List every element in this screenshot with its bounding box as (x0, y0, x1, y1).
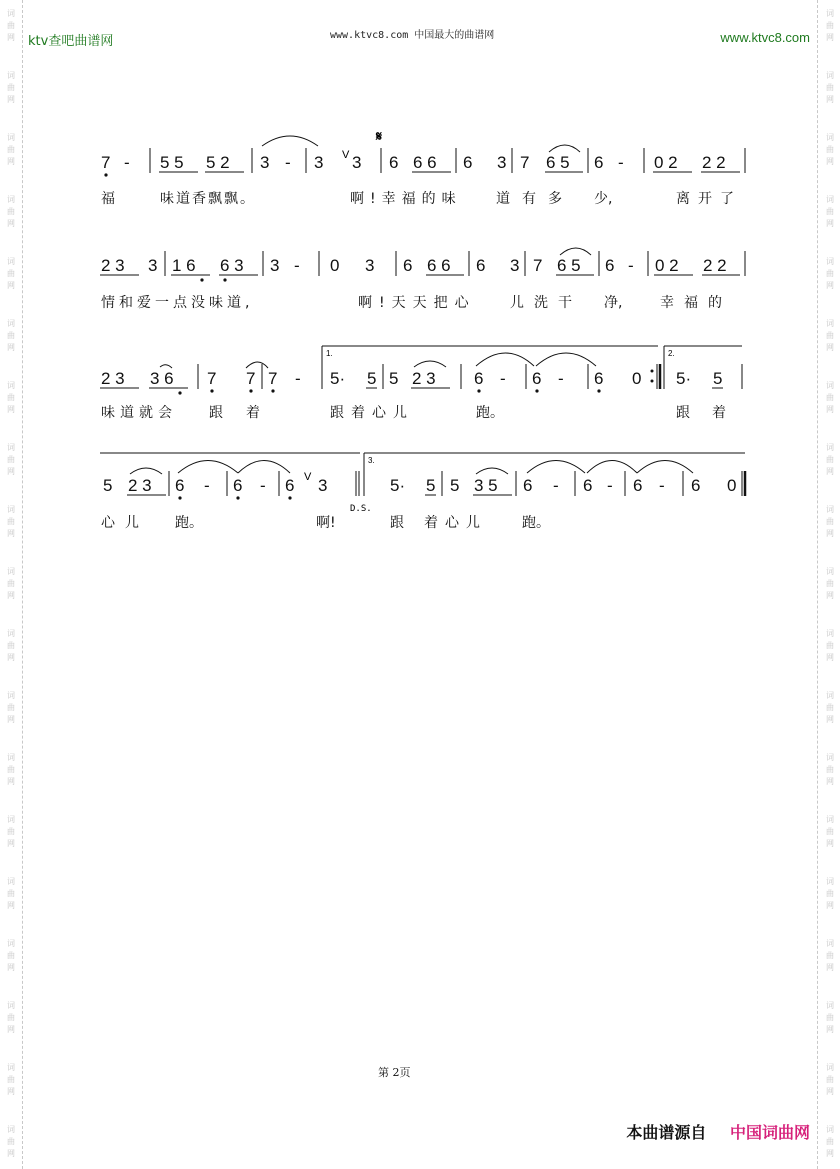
watermark-text: 词 曲 网 (826, 443, 834, 476)
lyric-phrase: 道有多 (496, 191, 574, 207)
lyric-syllable: 福 (101, 191, 115, 207)
watermark-text: 词 曲 网 (826, 877, 834, 910)
dash: - (628, 256, 634, 275)
lyric-phrase: 离开了 (676, 191, 742, 207)
watermark-text: 词 曲 网 (826, 629, 834, 662)
note: 2 3 (412, 369, 436, 388)
note: 5· (330, 369, 346, 388)
tie (637, 461, 693, 474)
dash: - (553, 476, 559, 495)
note: 6 (691, 476, 701, 495)
note: 0 (632, 369, 642, 388)
watermark-text: 词 曲 网 (826, 1125, 834, 1158)
watermark-text: 词 曲 网 (826, 815, 834, 848)
lyric-phrase: 味道香飘飘。 (160, 191, 256, 207)
low-octave-dot (223, 278, 226, 281)
watermark-text: 词 曲 网 (7, 939, 15, 972)
watermark-text: 词 曲 网 (7, 319, 15, 352)
watermark-text: 词 曲 网 (7, 9, 15, 42)
slur (560, 248, 591, 255)
slur (130, 468, 162, 474)
watermark-text: 词 曲 网 (7, 71, 15, 104)
note: 7 (268, 369, 278, 388)
note: 6 (594, 369, 604, 388)
tie (527, 461, 585, 474)
watermark-text: 词 曲 网 (7, 443, 15, 476)
watermark-text: 词 曲 网 (826, 753, 834, 786)
lyric-phrase: 情和爱一点没味道, (101, 295, 254, 311)
note: 1 6 (172, 256, 196, 275)
dash: - (285, 153, 291, 172)
watermark-text: 词 曲 网 (7, 567, 15, 600)
slur (414, 361, 446, 367)
watermark-text: 词 曲 网 (7, 1125, 15, 1158)
low-octave-dot (236, 496, 239, 499)
dash: - (607, 476, 613, 495)
low-octave-dot (597, 389, 600, 392)
note: 6 (605, 256, 615, 275)
header-site-url[interactable]: www.ktvc8.com (720, 30, 810, 45)
footer-source-label: 本曲谱源自 (626, 1123, 707, 1142)
lyric-syllable: 跟 (676, 405, 690, 421)
dash: - (659, 476, 665, 495)
watermark-text: 词 曲 网 (7, 1001, 15, 1034)
low-octave-dot (104, 173, 107, 176)
dash: - (124, 153, 130, 172)
lyric-phrase: 啊! (316, 515, 336, 531)
watermark-text: 词 曲 网 (826, 691, 834, 724)
note: 6 (633, 476, 643, 495)
note: 3 (314, 153, 324, 172)
lyric-phrase: 跑。 (476, 405, 504, 421)
note: 6 (233, 476, 243, 495)
low-octave-dot (477, 389, 480, 392)
volta-label-3: 3. (368, 456, 375, 465)
note: 3 (318, 476, 328, 495)
dash: - (295, 369, 301, 388)
note: 6 (532, 369, 542, 388)
repeat-dot (651, 380, 654, 383)
watermark-text: 词 曲 网 (7, 133, 15, 166)
note: 6 6 (413, 153, 437, 172)
note: 0 2 (655, 256, 679, 275)
watermark-text: 词 曲 网 (7, 195, 15, 228)
lyric-phrase: 跑。 (522, 515, 550, 531)
low-octave-dot (200, 278, 203, 281)
watermark-text: 词 曲 网 (826, 71, 834, 104)
low-octave-dot (210, 389, 213, 392)
note: 7 (101, 153, 111, 172)
note: 5 (367, 369, 377, 388)
segno-icon: 𝄋 (376, 129, 383, 145)
page-number: 第 2页 (378, 1066, 411, 1079)
breath-mark: V (304, 471, 312, 483)
dal-segno-mark: D.S. (350, 504, 372, 514)
note: 2 2 (703, 256, 727, 275)
watermark-text: 词 曲 网 (7, 877, 15, 910)
note: 5· (390, 476, 406, 495)
note: 7 (207, 369, 217, 388)
dash: - (618, 153, 624, 172)
lyric-phrase: 跟着心儿 (330, 405, 414, 421)
repeat-dot (651, 370, 654, 373)
note: 6 6 (427, 256, 451, 275)
watermark-text: 词 曲 网 (7, 753, 15, 786)
note: 5 2 (206, 153, 230, 172)
dash: - (500, 369, 506, 388)
watermark-text: 词 曲 网 (826, 9, 834, 42)
note: 6 (474, 369, 484, 388)
note: 6 (175, 476, 185, 495)
note: 6 (463, 153, 473, 172)
tie (587, 461, 637, 474)
watermark-text: 词 曲 网 (7, 505, 15, 538)
note: 6 3 (220, 256, 244, 275)
slur (160, 365, 172, 368)
lyric-phrase: 幸福的 (660, 295, 732, 311)
note: 6 (285, 476, 295, 495)
lyric-phrase: 着心儿 (424, 515, 487, 531)
score-row-2 (100, 248, 745, 282)
watermark-text: 词 曲 网 (7, 381, 15, 414)
header-site-name[interactable]: ktv查吧曲谱网 (28, 34, 114, 49)
lyric-syllable: 跟 (390, 515, 404, 531)
note: 5 5 (160, 153, 184, 172)
note: 3 (148, 256, 158, 275)
watermark-text: 词 曲 网 (826, 319, 834, 352)
score-row-1 (101, 129, 745, 177)
note: 3 5 (474, 476, 498, 495)
note: 6 5 (557, 256, 581, 275)
note: 6 (594, 153, 604, 172)
tie (476, 353, 534, 366)
note: 3 6 (150, 369, 174, 388)
low-octave-dot (178, 496, 181, 499)
note: 3 (270, 256, 280, 275)
note: 6 (523, 476, 533, 495)
note: 6 5 (546, 153, 570, 172)
breath-mark: V (342, 149, 350, 161)
volta-label-1: 1. (326, 349, 333, 358)
note: 2 2 (702, 153, 726, 172)
note: 3 (260, 153, 270, 172)
note: 7 (533, 256, 543, 275)
low-octave-dot (288, 496, 291, 499)
lyric-phrase: 跑。 (175, 515, 203, 531)
low-octave-dot (535, 389, 538, 392)
footer-attribution (626, 1120, 810, 1143)
watermark-text: 词 曲 网 (826, 505, 834, 538)
note: 5 (713, 369, 723, 388)
lyric-phrase: 啊!幸福的味 (350, 191, 462, 207)
score-row-3 (100, 346, 742, 395)
note: 5 (450, 476, 460, 495)
dash: - (558, 369, 564, 388)
note: 2 3 (101, 256, 125, 275)
volta-label-2: 2. (668, 349, 675, 358)
dash: - (204, 476, 210, 495)
slur (476, 468, 508, 474)
lyric-phrase: 净, (604, 295, 623, 311)
note: 6 (476, 256, 486, 275)
watermark-text: 词 曲 网 (7, 257, 15, 290)
note: 5 (103, 476, 113, 495)
lyric-syllable: 着 (712, 405, 726, 421)
note: 0 2 (654, 153, 678, 172)
header-tagline: www.ktvc8.com 中国最大的曲谱网 (330, 30, 495, 41)
note: 5 (426, 476, 436, 495)
lyric-syllable: 跟 (209, 405, 223, 421)
watermark-text: 词 曲 网 (826, 133, 834, 166)
dash: - (294, 256, 300, 275)
lyric-syllable: 着 (246, 405, 260, 421)
note: 3 (365, 256, 375, 275)
note: 2 3 (128, 476, 152, 495)
watermark-text: 词 曲 网 (826, 195, 834, 228)
tie (246, 362, 268, 368)
slur (549, 145, 580, 152)
note: 6 (583, 476, 593, 495)
note: 3 (497, 153, 507, 172)
footer-site-link[interactable]: 中国词曲网 (729, 1123, 810, 1142)
note: 5 (389, 369, 399, 388)
watermark-text: 词 曲 网 (826, 381, 834, 414)
lyric-phrase: 味道就会 (101, 405, 177, 421)
watermark-text: 词 曲 网 (826, 257, 834, 290)
watermark-text: 词 曲 网 (7, 629, 15, 662)
tie (536, 353, 596, 366)
low-octave-dot (249, 389, 252, 392)
note: 6 (389, 153, 399, 172)
watermark-text: 词 曲 网 (826, 1063, 834, 1096)
dash: - (260, 476, 266, 495)
score-row-4 (100, 453, 745, 514)
tie (178, 461, 238, 474)
note: 2 3 (101, 369, 125, 388)
watermark-text: 词 曲 网 (7, 815, 15, 848)
tie (238, 461, 290, 474)
watermark-text: 词 曲 网 (826, 567, 834, 600)
watermark-text: 词 曲 网 (826, 939, 834, 972)
note: 3 (352, 153, 362, 172)
note: 7 (246, 369, 256, 388)
watermark-text: 词 曲 网 (826, 1001, 834, 1034)
watermark-text: 词 曲 网 (7, 691, 15, 724)
low-octave-dot (178, 391, 181, 394)
note: 5· (676, 369, 692, 388)
lyric-phrase: 少, (594, 191, 613, 207)
note: 7 (520, 153, 530, 172)
tie (262, 136, 318, 146)
lyric-phrase: 心儿 (101, 515, 149, 531)
lyric-phrase: 啊!天天把心 (358, 295, 476, 311)
note: 0 (727, 476, 737, 495)
note: 0 (330, 256, 340, 275)
note: 6 (403, 256, 413, 275)
lyric-phrase: 儿洗干 (510, 295, 582, 311)
note: 3 (510, 256, 520, 275)
watermark-text: 词 曲 网 (7, 1063, 15, 1096)
low-octave-dot (271, 389, 274, 392)
